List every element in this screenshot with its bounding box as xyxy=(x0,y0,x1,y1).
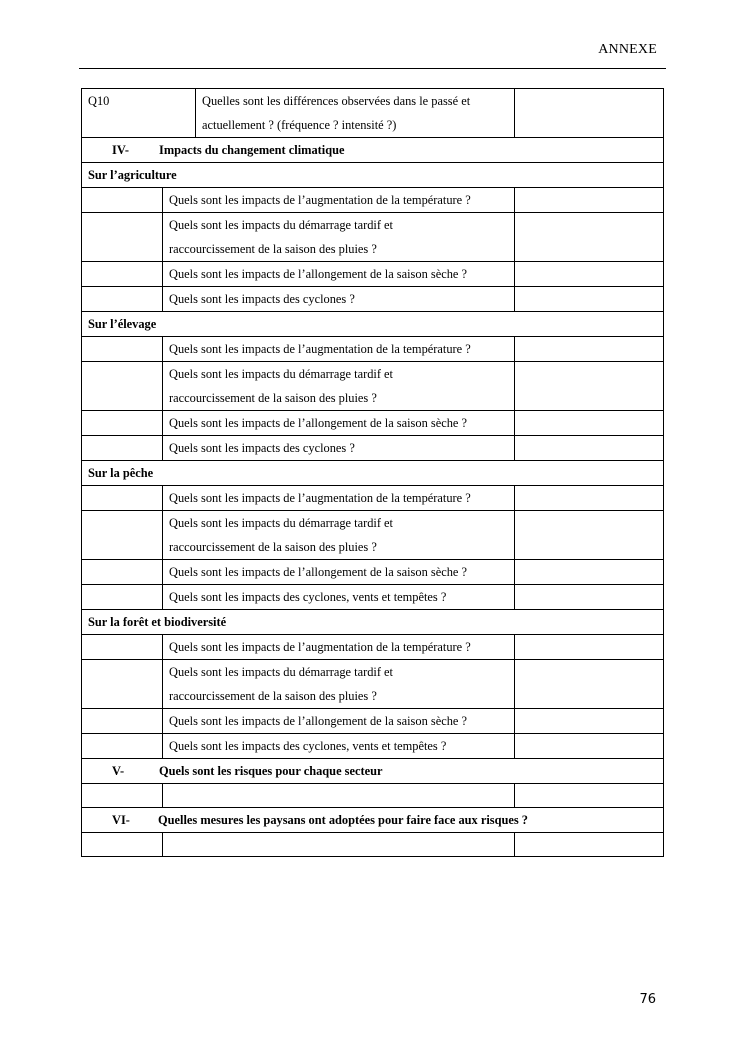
answer-cell[interactable] xyxy=(515,585,664,610)
answer-cell[interactable] xyxy=(515,262,664,287)
section-vi-row xyxy=(82,808,664,833)
table-row xyxy=(82,411,664,436)
q10-question xyxy=(196,89,515,138)
question-text xyxy=(163,660,515,709)
question-text: Quels sont les impacts de l’augmentation de la température ? xyxy=(163,337,515,362)
table-row xyxy=(82,262,664,287)
table-row-blank xyxy=(82,784,664,808)
question-text xyxy=(163,213,515,262)
section-v-title: Quels sont les risques pour chaque secteur xyxy=(159,764,383,778)
table-row-q10 xyxy=(82,89,664,138)
subsection-title-peche: Sur la pêche xyxy=(82,461,664,486)
section-vi-number: VI- xyxy=(112,813,130,827)
blank-cell xyxy=(82,511,163,560)
question-text: Quels sont les impacts des cyclones, vents et tempêtes ? xyxy=(163,734,515,759)
answer-cell[interactable] xyxy=(515,213,664,262)
blank-cell xyxy=(82,337,163,362)
section-vi-title: Quelles mesures les paysans ont adoptées pour faire face aux risques ? xyxy=(158,813,529,827)
subsection-row-foret xyxy=(82,610,664,635)
section-v-row xyxy=(82,759,664,784)
answer-cell[interactable] xyxy=(515,709,664,734)
answer-cell[interactable] xyxy=(515,362,664,411)
subsection-row-peche xyxy=(82,461,664,486)
blank-cell xyxy=(82,411,163,436)
blank-cell xyxy=(82,833,163,857)
blank-cell xyxy=(82,213,163,262)
q10-code: Q10 xyxy=(82,89,196,138)
table-row xyxy=(82,660,664,709)
answer-cell[interactable] xyxy=(515,89,664,138)
blank-cell xyxy=(82,287,163,312)
blank-cell xyxy=(82,188,163,213)
blank-cell xyxy=(82,660,163,709)
question-text: Quels sont les impacts de l’allongement de la saison sèche ? xyxy=(163,560,515,585)
table-row xyxy=(82,337,664,362)
blank-cell xyxy=(82,560,163,585)
table-row xyxy=(82,734,664,759)
question-line2: raccourcissement de la saison des pluies ? xyxy=(169,689,377,703)
blank-cell xyxy=(82,784,163,808)
answer-cell[interactable] xyxy=(515,287,664,312)
question-line1: Quels sont les impacts du démarrage tardif et xyxy=(169,218,393,232)
section-vi-heading xyxy=(82,808,664,833)
page-header-label: ANNEXE xyxy=(598,42,657,57)
section-iv-title: Impacts du changement climatique xyxy=(159,143,345,157)
section-iv-number: IV- xyxy=(112,143,129,157)
page-number: 76 xyxy=(639,992,656,1007)
question-line2: raccourcissement de la saison des pluies ? xyxy=(169,391,377,405)
blank-cell xyxy=(82,585,163,610)
table-row-blank xyxy=(82,833,664,857)
question-text: Quels sont les impacts de l’allongement de la saison sèche ? xyxy=(163,709,515,734)
answer-cell[interactable] xyxy=(515,436,664,461)
table-row xyxy=(82,287,664,312)
q10-question-line1: Quelles sont les différences observées dans le passé et xyxy=(202,94,471,108)
blank-cell xyxy=(82,734,163,759)
subsection-row-elevage xyxy=(82,312,664,337)
question-text: Quels sont les impacts de l’allongement de la saison sèche ? xyxy=(163,411,515,436)
question-text xyxy=(163,511,515,560)
table-row xyxy=(82,560,664,585)
answer-cell[interactable] xyxy=(515,833,664,857)
answer-cell[interactable] xyxy=(515,511,664,560)
answer-cell[interactable] xyxy=(515,734,664,759)
answer-cell[interactable] xyxy=(515,635,664,660)
blank-cell xyxy=(82,486,163,511)
blank-cell xyxy=(82,436,163,461)
blank-cell xyxy=(82,635,163,660)
subsection-title-foret: Sur la forêt et biodiversité xyxy=(82,610,664,635)
subsection-title-elevage: Sur l’élevage xyxy=(82,312,664,337)
table-row xyxy=(82,362,664,411)
answer-cell[interactable] xyxy=(515,560,664,585)
table-row xyxy=(82,585,664,610)
table-row xyxy=(82,213,664,262)
question-text xyxy=(163,362,515,411)
question-line1: Quels sont les impacts du démarrage tardif et xyxy=(169,516,393,530)
answer-cell[interactable] xyxy=(515,411,664,436)
subsection-row-agriculture xyxy=(82,163,664,188)
q10-question-line2: actuellement ? (fréquence ? intensité ?) xyxy=(202,118,397,132)
blank-cell xyxy=(82,362,163,411)
question-text: Quels sont les impacts de l’augmentation de la température ? xyxy=(163,635,515,660)
table-row xyxy=(82,709,664,734)
question-text: Quels sont les impacts des cyclones, vents et tempêtes ? xyxy=(163,585,515,610)
table-row xyxy=(82,436,664,461)
answer-cell[interactable] xyxy=(163,833,515,857)
table-row xyxy=(82,486,664,511)
question-text: Quels sont les impacts des cyclones ? xyxy=(163,436,515,461)
answer-cell[interactable] xyxy=(515,188,664,213)
header-rule xyxy=(79,68,666,69)
section-v-number: V- xyxy=(112,764,125,778)
answer-cell[interactable] xyxy=(515,660,664,709)
question-line2: raccourcissement de la saison des pluies ? xyxy=(169,540,377,554)
table-row xyxy=(82,188,664,213)
question-line1: Quels sont les impacts du démarrage tardif et xyxy=(169,367,393,381)
table-row xyxy=(82,635,664,660)
answer-cell[interactable] xyxy=(515,486,664,511)
section-v-heading xyxy=(82,759,664,784)
subsection-title-agriculture: Sur l’agriculture xyxy=(82,163,664,188)
question-line2: raccourcissement de la saison des pluies ? xyxy=(169,242,377,256)
blank-cell xyxy=(82,709,163,734)
answer-cell[interactable] xyxy=(515,784,664,808)
table-row xyxy=(82,511,664,560)
question-text: Quels sont les impacts de l’allongement de la saison sèche ? xyxy=(163,262,515,287)
question-line1: Quels sont les impacts du démarrage tardif et xyxy=(169,665,393,679)
section-iv-heading xyxy=(82,138,664,163)
blank-cell xyxy=(82,262,163,287)
answer-cell[interactable] xyxy=(163,784,515,808)
questionnaire-table xyxy=(81,88,664,857)
section-iv-row xyxy=(82,138,664,163)
question-text: Quels sont les impacts des cyclones ? xyxy=(163,287,515,312)
question-text: Quels sont les impacts de l’augmentation de la température ? xyxy=(163,486,515,511)
question-text: Quels sont les impacts de l’augmentation de la température ? xyxy=(163,188,515,213)
answer-cell[interactable] xyxy=(515,337,664,362)
